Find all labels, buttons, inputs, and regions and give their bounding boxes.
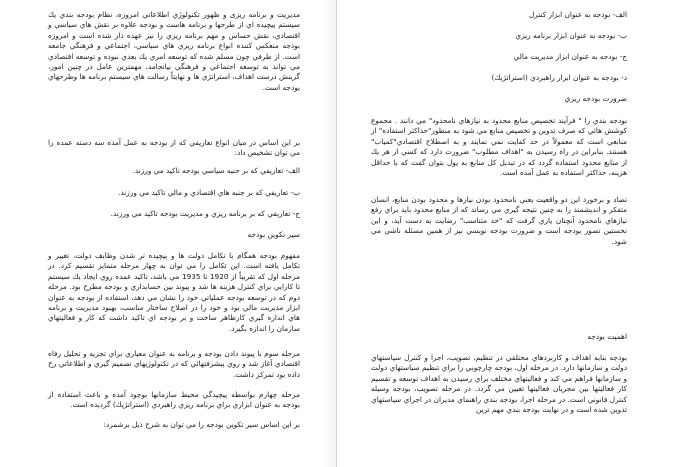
importance-heading: اهمیت بودجه xyxy=(587,332,627,341)
phase3-paragraph: مرحله سوم با پیوند دادن بودجه و برنامه به عنوان معیاري براي تجزیه و تحلیل رفاه اقتصادي آغاز شد و روي پیشرفتهائي که در تکنولوژیهاي تصمیم گیري و اطلاعاتي رخ داده بود تمرکز داشت. xyxy=(48,349,300,379)
phase4-paragraph: مرحله چهارم بواسطه پیچیدگي محیط سازمانها بوجود آمده و باعث استفاده از بودجه به عنوان ابزاري براي برنامه ریزي راهبردي (استراتژیك) گردیده است. xyxy=(48,390,300,410)
contradiction-paragraph: تضاد و برخورد این دو واقعیت یعني نامحدود بودن نیازها و محدود بودن منابع، انسان متفکر و اندیشمند را به چنین نتیجه گیري مي رساند که از منابع محدود باید براي رفع نیازهاي نامحدود آنچنان یاري گرفت که "حد متناسب" رضایت به دست آید، و این نخستین تصور بودجه است و ضرورت بودجه نویسي نیز از همین مسئله ناشي مي شود. xyxy=(371,195,627,246)
list-strategic: د- بودجه به عنوان ابزار راهبردي (استراتژیك) xyxy=(491,73,627,82)
evolution-paragraph: مفهوم بودجه همگام با تکامل دولت ها و پیچیده تر شدن وظایف دولت، تغییر و تکامل یافته است. این تکامل را مي توان به چهار مرحله متمایز تقسیم کرد. در مرحله اول که تقریباً از 1920 تا 1935 مي باشد، تاکید عمده روي ایجاد یك سیستم تا کارایي براي کنترل هزینه ها شد و پیوند بین حسابداري و بودجه مطرح بود. مرحله دوم که در توسعه بودجه عملیاتي خود را نشان مي دهد، استفاده از بودجه به عنوان ابزار مدیریت مالي بود و خود را در اصلاح ساختار مناسب، بهبود مدیریت و برنامه هاي اندازه گیري کارظاهر ساخت و بر بودجه اي تاکید داشت که کار و فعالیتهاي سازمان را اندازه بگیرد. xyxy=(48,251,300,333)
list-item-be: ب- تعاریفي که بر جنبه هاي اقتصادي و مالي تاکید مي ورزند. xyxy=(118,188,300,197)
list-item-alef: الف- تعاریفي که بر جنبه سیاسي بودجه تاکید مي ورزند. xyxy=(132,166,300,175)
necessity-heading: ضرورت بودجه ریزي xyxy=(564,94,627,103)
list-item-jim: ج- تعاریفي که بر برنامه ریزي و مدیریت بودجه تاکید مي ورزند. xyxy=(110,209,300,218)
right-page xyxy=(337,0,674,467)
gutter-shadow xyxy=(322,0,336,467)
intro-paragraph: مدیریت و برنامه ریزی و ظهور تکنولوژي اطلاعاتي امروزه، نظام بودجه بندي یك سیستم پیچیده اي از طرحها و برنامه هاست و بودجه علاوه بر نقش هاي سیاسي و اقتصادي، نقش حساس و مهم برنامه ریزي را نیز عهده دار شده است و امروزه بودجه منعکس کننده انواع برنامه ریزي هاي سیاسي، اجتماعي و فرهنگي جامعه است. از طرفي چون مسلم شده که توسعه امري یك بعدي نبوده و توسعه اقتصادي مي تواند به توسعه اجتماعي و فرهنگي بیانجامد، مهمترین عامل در چنین امور، گزینش درست اهداف، استراتژي ها و نهایتاً رسالت هاي سیستم برنامه ها وطرحهاي بودجه است. xyxy=(48,10,300,92)
conclusion-line: بر این اساس سیر تکوین بودجه را مي توان به شرح ذیل برشمرد: xyxy=(103,420,300,429)
evolution-heading: سیر تکوین بودجه xyxy=(247,230,300,239)
necessity-paragraph: بودجه بندي را " فرآیند تخصیص منابع محدود به نیازهاي نامحدود" مي دانند . مجموع کوشش هائي که صرف تدوین و تخصیص منابع مي شود به منظور"حداکثر استفاده" از منابعي است که معمولاً در حد کفایت نمي نمایند و به اصطلاح اقتصادي"کمیاب" هستند. بنابراین در راه رسیدن به "اهداف مطلوب" ضرورت دارد که کسي از هر یك از منابع محدود استفاده گردد که در تبدیل کل منابع به پول بتوان گفت که با حداقل هزینه، حداکثر استفاده به عمل آمده است. xyxy=(371,116,627,178)
list-planning: ب- بودجه به عنوان ابزار برنامه ریزي xyxy=(515,31,627,40)
list-financial: ج- بودجه به عنوان ابزار مدیریت مالي xyxy=(513,52,627,61)
list-control: الف- بودجه به عنوان ابزار کنترل xyxy=(528,10,627,19)
classification-paragraph: بر این اساس در میان انواع تعاریفي که از بودجه به عمل آمده سه دسته عمده را مي توان تشخیص داد: xyxy=(48,138,300,158)
importance-paragraph: بودجه بنابه اهداف و کاربردهاي مختلفي در تنظیم، تصویب، اجرا و کنترل سیاستهاي دولت و سازمانها دارد. در مرحله اول، بودجه چارچوبي را براي تنظیم سیاستهاي دولت و سازمانها فراهم مي کند و فعالیتهاي مختلف براي رسیدن به اهداف توسعه و تقسیم کار فعالیتها بین مجریان فعالیتها تعیین مي گردد. در مرحله تصویب، بودجه وسیله کنترل قانوني است. در مرحله اجرا، بودجه بندي راهنماي مدیران در اجراي سیاستهاي تدوین شده است و در نهایت بودجه بندي مهم ترین xyxy=(371,353,627,415)
